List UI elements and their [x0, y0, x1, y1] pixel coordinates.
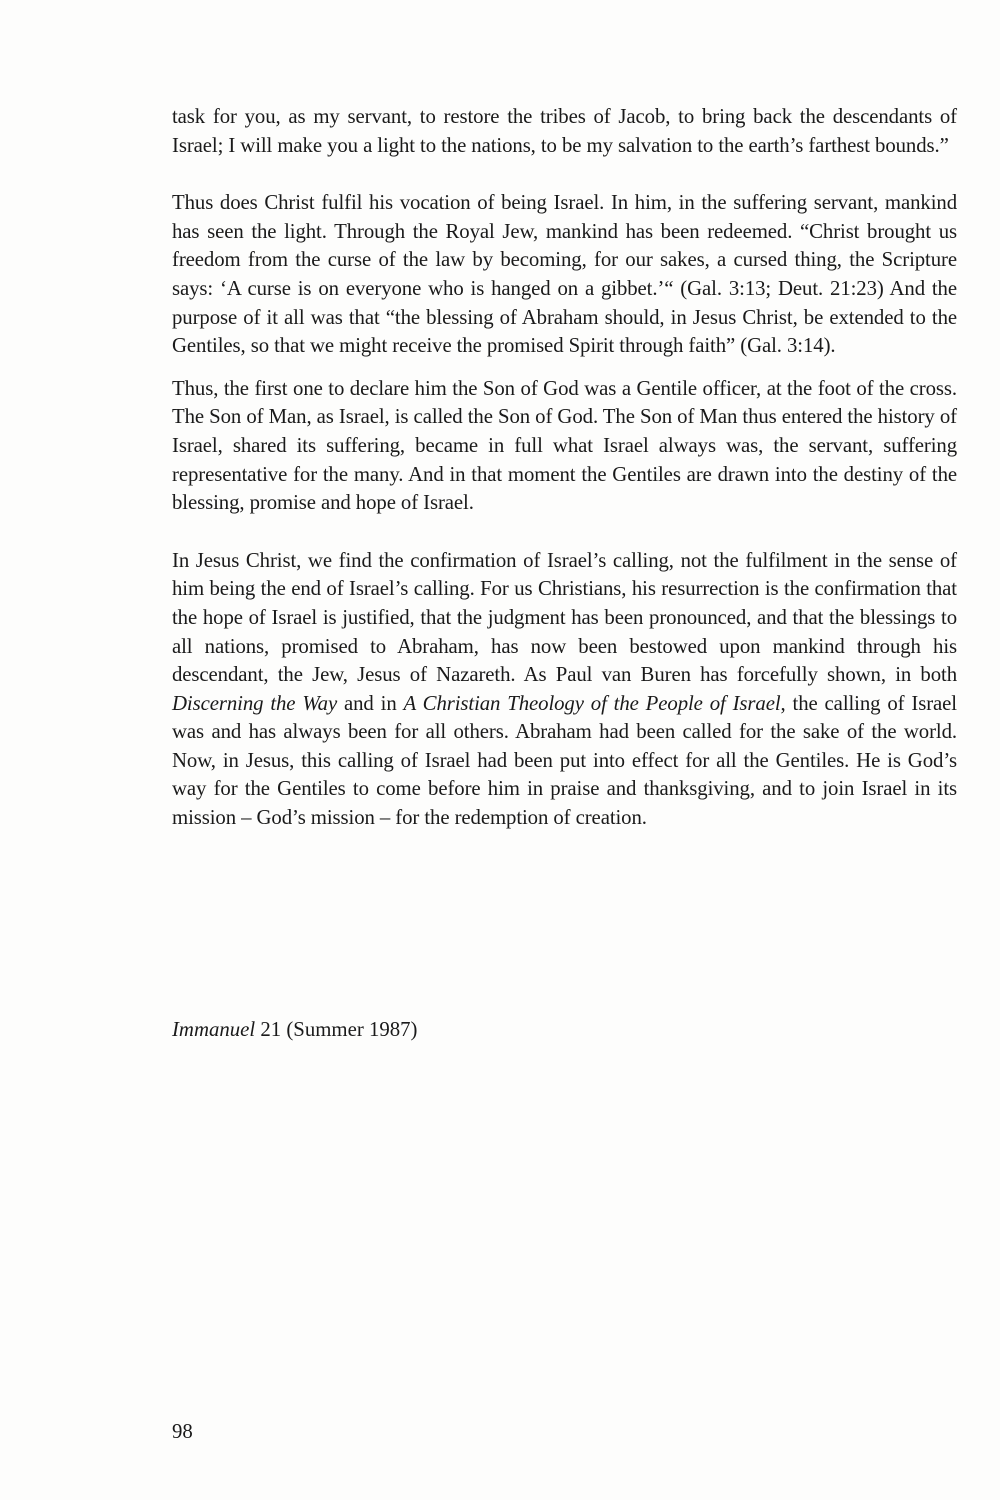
citation-details: 21 (Summer 1987) — [255, 1018, 418, 1041]
paragraph-4-text-a: In Jesus Christ, we find the confirmation of Israel’s calling, not the fulfilment in the sense of him being the end of Israel’s calling. For us Christians, his resurrection is the confirmation that the hope of Israel is justified, that the judgment has been pronounced, and that the blessings to all nations, promised to Abraham, has now been bestowed upon mankind through his descendant, the Jew, Jesus of Nazareth. As Paul van Buren has forcefully shown, in both — [172, 548, 957, 687]
source-citation — [172, 1016, 418, 1044]
paragraph-1 — [172, 103, 957, 160]
body-text — [172, 103, 957, 833]
journal-name: Immanuel — [172, 1018, 256, 1041]
paragraph-4 — [172, 547, 957, 833]
paragraph-2 — [172, 189, 957, 361]
book-title-christian-theology: A Christian Theology of the People of Israel — [403, 691, 781, 715]
page-number: 98 — [172, 1420, 193, 1443]
paragraph-3 — [172, 375, 957, 518]
paragraph-4-text-b: and in — [337, 691, 404, 715]
paragraph-2-text: Thus does Christ fulfil his vocation of being Israel. In him, in the suffering servant, mankind has seen the light. Through the Royal Jew, mankind has been redeemed. “Christ brought us freedom from the curse of the law by becoming, for our sakes, a cursed thing, the Scripture says: ‘A curse is on everyone who is hanged on a gibbet.’“ (Gal. 3:13; Deut. 21:23) And the purpose of it all was that “the blessing of Abraham should, in Jesus Christ, be extended to the Gentiles, so that we might receive the promised Spirit through faith” (Gal. 3:14). — [172, 191, 957, 358]
paragraph-3-text: Thus, the first one to declare him the Son of God was a Gentile officer, at the foot of the cross. The Son of Man, as Israel, is called the Son of God. The Son of Man thus entered the history of Israel, shared its suffering, became in full what Israel always was, the servant, suffering representative for the many. And in that moment the Gentiles are drawn into the destiny of the blessing, promise and hope of Israel. — [172, 376, 957, 515]
paragraph-1-text: task for you, as my servant, to restore the tribes of Jacob, to bring back the descendants of Israel; I will make you a light to the nations, to be my salvation to the earth’s farthest bounds.” — [172, 105, 957, 157]
paragraph-4-text-c: , the calling of Israel was and has always been for all others. Abraham had been called for the sake of the world. Now, in Jesus, this calling of Israel had been put into effect for all the Gentiles. He is God’s way for the Gentiles to come before him in praise and thanksgiving, and to join Israel in its mission – God’s mission – for the redemption of creation. — [172, 691, 957, 830]
book-title-discerning-the-way: Discerning the Way — [172, 691, 338, 715]
